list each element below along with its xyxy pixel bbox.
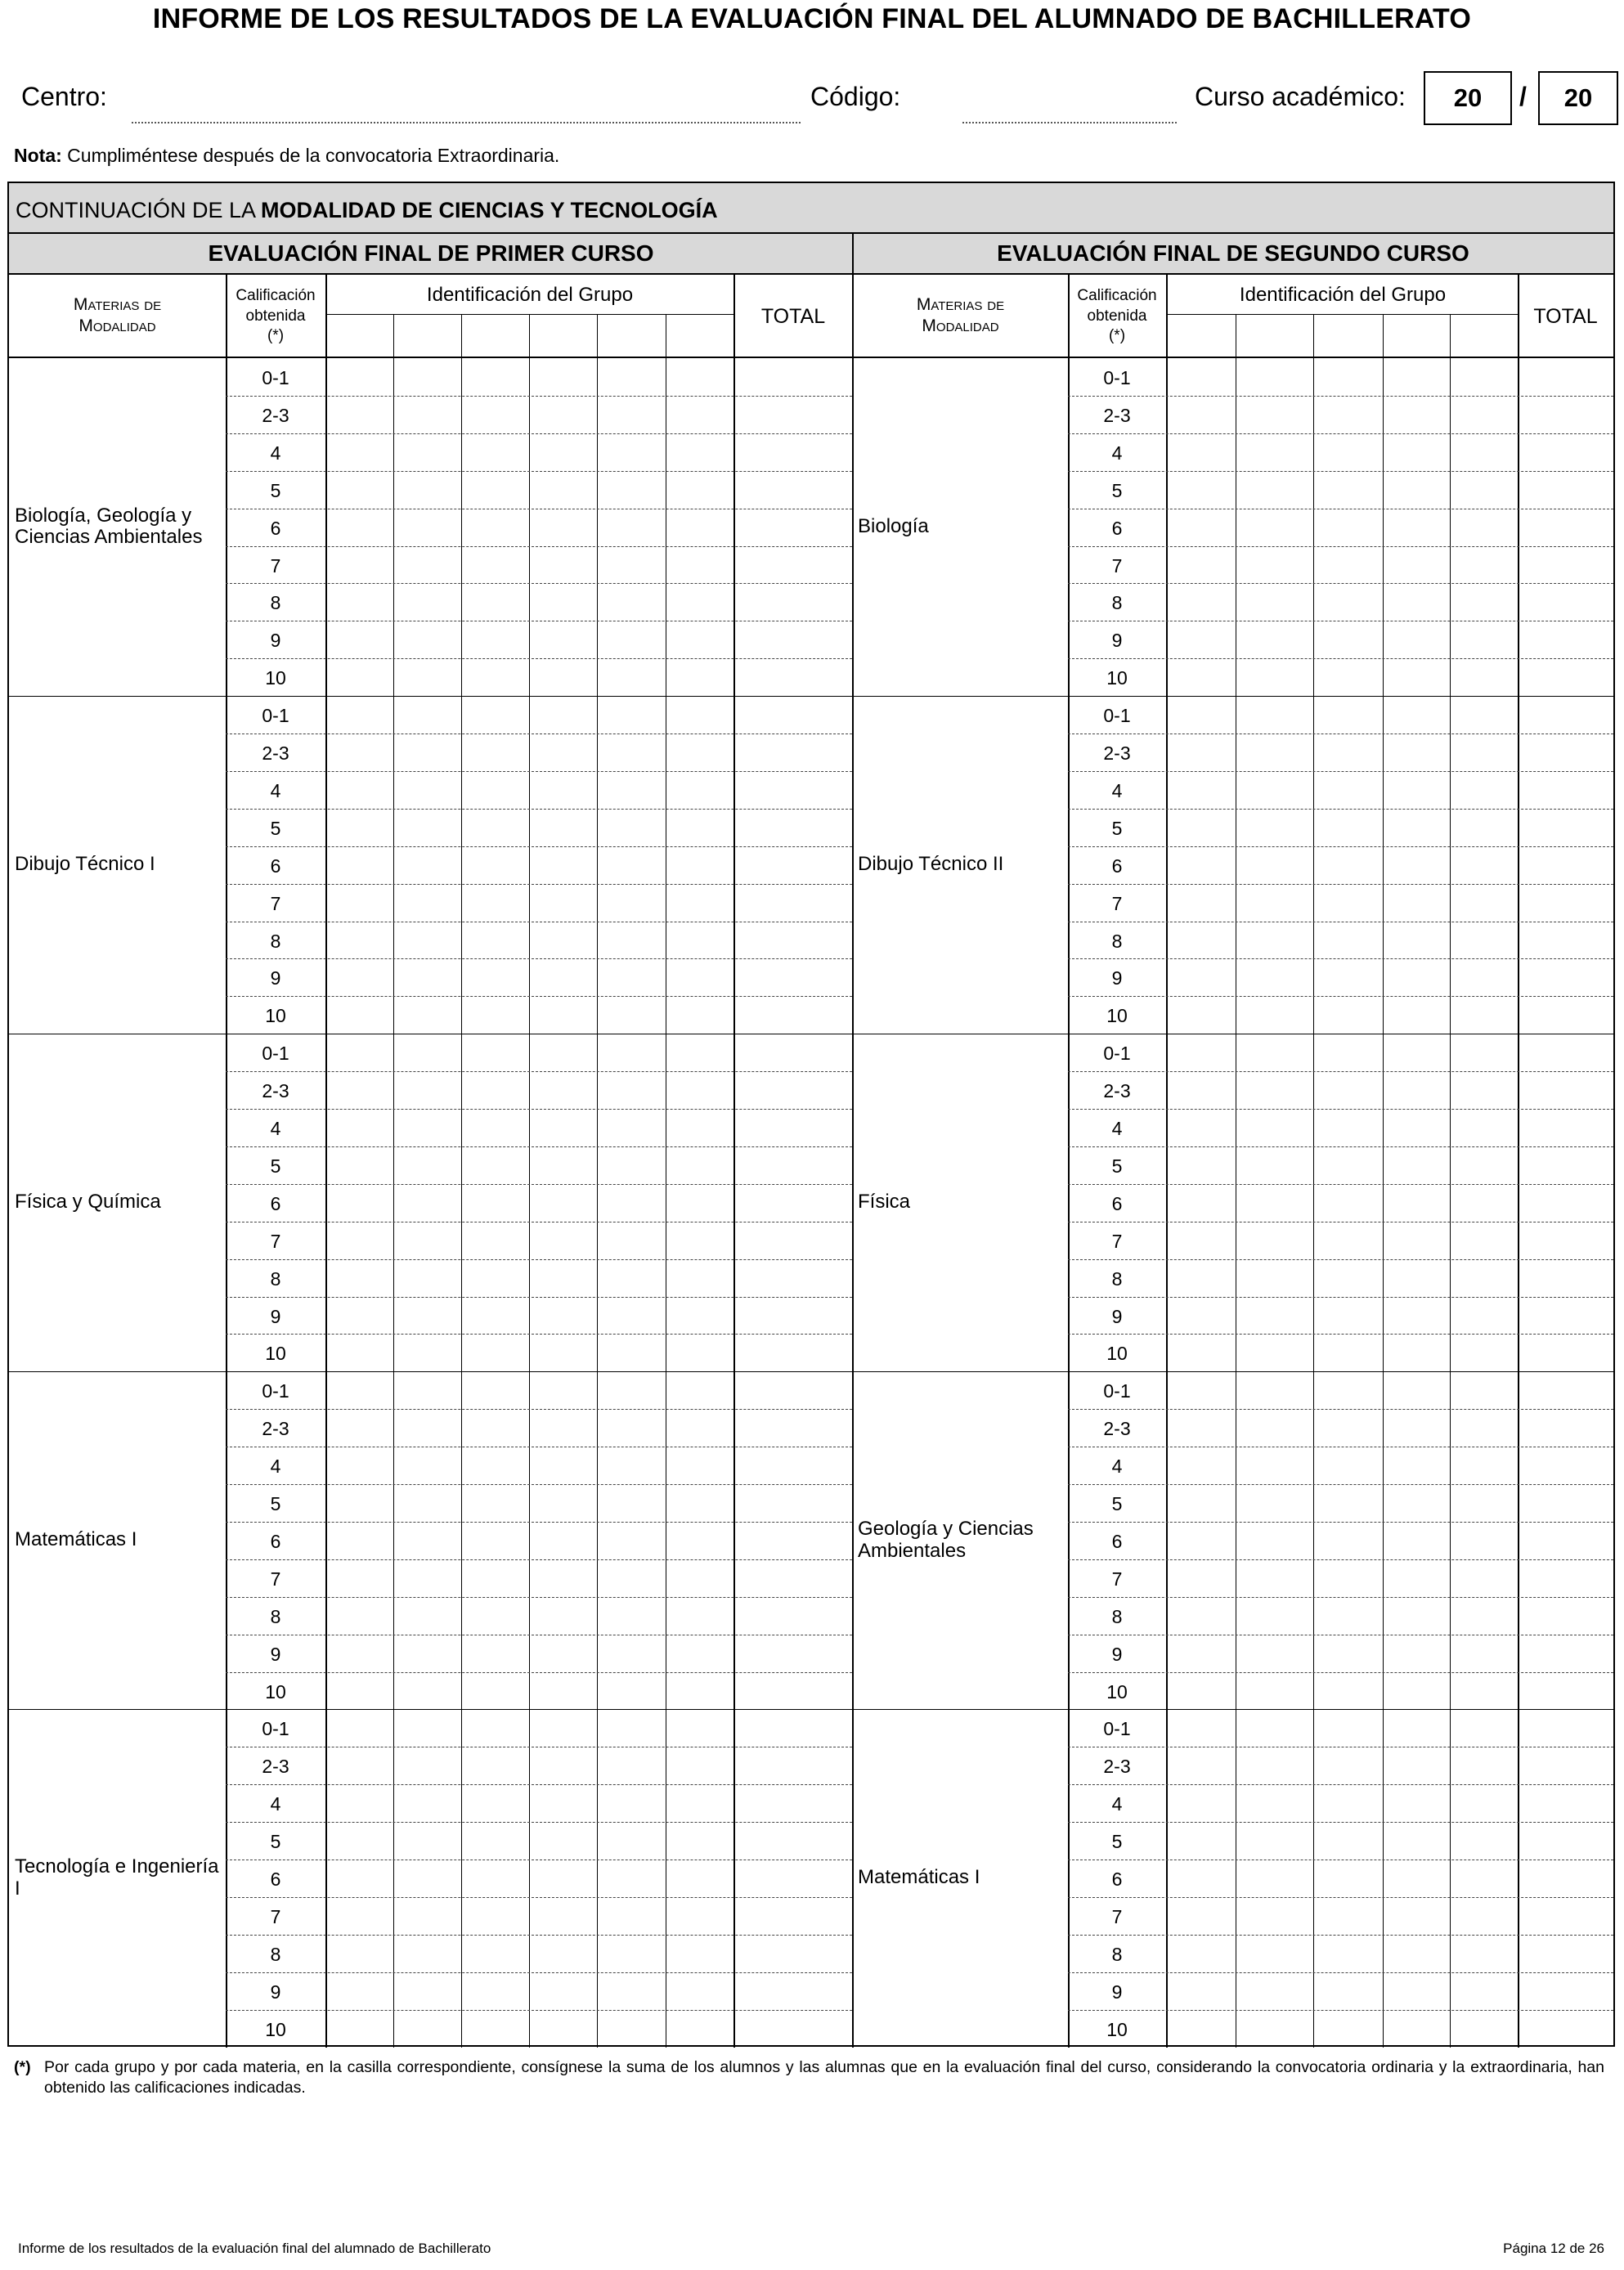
- score-label: 10: [1106, 1343, 1128, 1365]
- second-group-divider: [1313, 314, 1314, 2048]
- row-divider: [226, 583, 852, 584]
- score-label: 9: [1111, 967, 1123, 989]
- calif-line1: Calificación: [236, 287, 316, 304]
- year-start-field[interactable]: 20: [1424, 71, 1512, 125]
- row-divider: [1068, 733, 1613, 734]
- header-bottom-line: [9, 357, 1613, 358]
- row-divider: [1068, 809, 1613, 810]
- second-course-subject: Geología y Ciencias Ambientales: [858, 1517, 1034, 1562]
- score-label: 4: [270, 442, 281, 464]
- row-divider: [1068, 658, 1613, 659]
- row-divider: [226, 1334, 852, 1335]
- row-divider: [1068, 1484, 1613, 1485]
- score-label: 0-1: [262, 367, 289, 388]
- row-divider: [1068, 546, 1613, 547]
- score-label: 4: [1111, 1456, 1123, 1478]
- score-label: 6: [1111, 1530, 1123, 1552]
- row-divider: [1068, 1334, 1613, 1335]
- row-divider: [226, 1972, 852, 1973]
- score-label: 0-1: [1103, 1043, 1131, 1065]
- center-divider: [852, 275, 854, 2048]
- ident-subline: [1166, 314, 1518, 315]
- identificacion-grupo-header-2: Identificación del Grupo: [1239, 284, 1447, 306]
- year-separator: /: [1519, 82, 1527, 111]
- score-label: 6: [1111, 1192, 1123, 1214]
- second-course-heading: EVALUACIÓN FINAL DE SEGUNDO CURSO: [853, 234, 1613, 275]
- row-divider: [1068, 1972, 1613, 1973]
- row-divider: [226, 1597, 852, 1598]
- score-label: 8: [1111, 1267, 1123, 1290]
- score-label: 0-1: [262, 1380, 289, 1402]
- score-label: 10: [265, 1343, 286, 1365]
- first-total-col-line: [733, 275, 735, 2048]
- score-label: 2-3: [1103, 1756, 1131, 1778]
- row-divider: [226, 2010, 852, 2011]
- score-label: 9: [270, 630, 281, 652]
- row-divider: [226, 1071, 852, 1072]
- second-group-divider: [1518, 275, 1519, 2048]
- score-label: 7: [270, 1230, 281, 1252]
- row-divider: [1068, 771, 1613, 772]
- score-label: 4: [1111, 442, 1123, 464]
- modalidad-band: [9, 183, 1613, 234]
- score-label: 5: [270, 479, 281, 501]
- second-group-divider: [1450, 314, 1451, 2048]
- row-divider: [226, 1146, 852, 1147]
- results-table: [7, 182, 1615, 2047]
- second-course-subject: Física: [858, 1190, 911, 1213]
- score-label: 10: [1106, 1005, 1128, 1027]
- row-divider: [1068, 1259, 1613, 1260]
- row-divider: [226, 884, 852, 885]
- score-label: 2-3: [1103, 1080, 1131, 1102]
- score-label: 6: [1111, 1868, 1123, 1890]
- score-label: 7: [1111, 554, 1123, 576]
- row-divider: [226, 546, 852, 547]
- score-label: 4: [270, 779, 281, 801]
- total-header-2: TOTAL: [1533, 305, 1598, 328]
- score-label: 9: [270, 1981, 281, 2003]
- score-label: 10: [1106, 1680, 1128, 1702]
- score-label: 0-1: [1103, 1380, 1131, 1402]
- score-label: 5: [1111, 1155, 1123, 1177]
- row-divider: [1068, 1597, 1613, 1598]
- row-divider: [1068, 1109, 1613, 1110]
- subject-block-divider: [9, 696, 1613, 697]
- centro-label: Centro:: [21, 82, 107, 111]
- score-label: 9: [1111, 1981, 1123, 2003]
- row-divider: [1068, 996, 1613, 997]
- row-divider: [226, 433, 852, 434]
- score-label: 2-3: [262, 1756, 289, 1778]
- score-label: 7: [1111, 1905, 1123, 1927]
- footnote-marker: (*): [14, 2058, 31, 2076]
- row-divider: [1068, 884, 1613, 885]
- score-label: 4: [1111, 1118, 1123, 1139]
- first-course-subject: Dibujo Técnico I: [15, 852, 155, 875]
- row-divider: [1068, 1672, 1613, 1673]
- calif-line3: (*): [1108, 327, 1126, 345]
- score-label: 6: [1111, 855, 1123, 877]
- score-label: 7: [270, 1905, 281, 1927]
- row-divider: [226, 809, 852, 810]
- calificacion-header-2: [1068, 286, 1166, 347]
- score-label: 10: [265, 667, 286, 689]
- row-divider: [226, 1822, 852, 1823]
- calif-line1: Calificación: [1077, 287, 1157, 304]
- score-label: 2-3: [262, 404, 289, 426]
- nota: [14, 145, 559, 167]
- first-course-subject: Matemáticas I: [15, 1528, 137, 1550]
- first-group-divider: [529, 314, 530, 2048]
- score-label: 5: [270, 1831, 281, 1853]
- row-divider: [226, 771, 852, 772]
- first-course-subject: Tecnología e Ingeniería I: [15, 1855, 219, 1900]
- materias-header-1: [9, 294, 226, 338]
- score-label: 7: [270, 892, 281, 914]
- score-label: 9: [270, 1643, 281, 1665]
- row-divider: [1068, 396, 1613, 397]
- row-divider: [226, 1184, 852, 1185]
- score-label: 0-1: [262, 705, 289, 727]
- row-divider: [1068, 1409, 1613, 1410]
- row-divider: [226, 846, 852, 847]
- band-prefix: CONTINUACIÓN DE LA: [16, 198, 262, 222]
- subject-block-divider: [9, 1371, 1613, 1372]
- row-divider: [1068, 471, 1613, 472]
- subject-block-divider: [9, 1709, 1613, 1710]
- first-course-subject: Biología, Geología y Ciencias Ambientales: [15, 504, 203, 549]
- row-divider: [1068, 1822, 1613, 1823]
- row-divider: [1068, 1184, 1613, 1185]
- score-label: 6: [270, 855, 281, 877]
- row-divider: [226, 1259, 852, 1260]
- row-divider: [226, 1522, 852, 1523]
- score-label: 10: [1106, 2018, 1128, 2040]
- row-divider: [226, 396, 852, 397]
- score-label: 4: [270, 1793, 281, 1815]
- materias-header-2: [853, 294, 1068, 338]
- section-divider: [852, 234, 854, 275]
- nota-label: Nota:: [14, 145, 62, 166]
- score-label: 0-1: [262, 1718, 289, 1740]
- row-divider: [226, 1672, 852, 1673]
- score-label: 5: [1111, 1493, 1123, 1514]
- score-label: 7: [1111, 892, 1123, 914]
- score-label: 10: [265, 1005, 286, 1027]
- footnote-text: Por cada grupo y por cada materia, en la casilla correspondiente, consígnese la suma de los alumnos y las alumnas que en la evaluación final del curso, considerando la convocatoria ordinaria y la extraordinaria, han obtenido las calificaciones indicadas.: [44, 2058, 1604, 2097]
- year-end-field[interactable]: 20: [1538, 71, 1618, 125]
- row-divider: [226, 1784, 852, 1785]
- row-divider: [1068, 2010, 1613, 2011]
- row-divider: [1068, 583, 1613, 584]
- row-divider: [1068, 1146, 1613, 1147]
- score-label: 4: [270, 1456, 281, 1478]
- total-header-1: TOTAL: [760, 305, 826, 328]
- score-label: 8: [1111, 592, 1123, 614]
- footnote: [14, 2057, 1604, 2098]
- score-label: 0-1: [1103, 367, 1131, 388]
- calif-line3: (*): [267, 327, 285, 345]
- first-course-heading: EVALUACIÓN FINAL DE PRIMER CURSO: [9, 234, 853, 275]
- row-divider: [226, 733, 852, 734]
- score-label: 8: [270, 1267, 281, 1290]
- first-course-subject: Física y Química: [15, 1190, 161, 1213]
- score-label: 7: [1111, 1568, 1123, 1590]
- row-divider: [1068, 1935, 1613, 1936]
- score-label: 6: [270, 1192, 281, 1214]
- score-label: 8: [270, 592, 281, 614]
- row-divider: [1068, 1559, 1613, 1560]
- score-label: 8: [270, 1605, 281, 1627]
- score-label: 0-1: [1103, 705, 1131, 727]
- row-divider: [1068, 846, 1613, 847]
- score-label: 9: [1111, 630, 1123, 652]
- score-label: 9: [1111, 1305, 1123, 1327]
- score-label: 6: [270, 1530, 281, 1552]
- calif-line2: obtenida: [1087, 307, 1147, 325]
- score-label: 4: [1111, 1793, 1123, 1815]
- score-label: 0-1: [1103, 1718, 1131, 1740]
- score-label: 10: [265, 1680, 286, 1702]
- codigo-label: Código:: [810, 82, 901, 111]
- score-label: 5: [270, 1155, 281, 1177]
- score-label: 5: [270, 817, 281, 839]
- row-divider: [226, 1297, 852, 1298]
- row-divider: [1068, 1522, 1613, 1523]
- score-label: 9: [270, 1305, 281, 1327]
- score-label: 2-3: [1103, 1418, 1131, 1440]
- score-label: 6: [1111, 517, 1123, 539]
- row-divider: [1068, 1297, 1613, 1298]
- score-label: 4: [270, 1118, 281, 1139]
- score-label: 9: [1111, 1643, 1123, 1665]
- score-label: 5: [1111, 479, 1123, 501]
- score-label: 2-3: [262, 1080, 289, 1102]
- score-label: 5: [270, 1493, 281, 1514]
- row-divider: [1068, 1071, 1613, 1072]
- second-course-subject: Dibujo Técnico II: [858, 852, 1004, 875]
- row-divider: [226, 958, 852, 959]
- row-divider: [1068, 1784, 1613, 1785]
- row-divider: [1068, 1897, 1613, 1898]
- score-label: 10: [265, 2018, 286, 2040]
- first-group-divider: [393, 314, 394, 2048]
- score-label: 10: [1106, 667, 1128, 689]
- row-divider: [1068, 958, 1613, 959]
- second-group-col-line: [1166, 275, 1168, 2048]
- curso-academico-label: Curso académico:: [1195, 82, 1406, 111]
- materias-header-line1: Materias de: [73, 295, 162, 314]
- score-label: 2-3: [262, 1418, 289, 1440]
- band-bold: MODALIDAD DE CIENCIAS Y TECNOLOGÍA: [261, 198, 718, 222]
- report-title: INFORME DE LOS RESULTADOS DE LA EVALUACIÓN FINAL DEL ALUMNADO DE BACHILLERATO: [152, 3, 1472, 34]
- score-label: 8: [1111, 1605, 1123, 1627]
- score-label: 8: [1111, 1943, 1123, 1965]
- codigo-field[interactable]: [962, 122, 1177, 123]
- row-divider: [226, 471, 852, 472]
- row-divider: [1068, 433, 1613, 434]
- score-label: 8: [270, 1943, 281, 1965]
- centro-field[interactable]: [132, 122, 801, 123]
- score-label: 8: [270, 930, 281, 952]
- score-label: 0-1: [262, 1043, 289, 1065]
- score-label: 7: [270, 1568, 281, 1590]
- row-divider: [226, 658, 852, 659]
- first-group-col-line: [325, 275, 327, 2048]
- materias-header-line2: Modalidad: [79, 316, 156, 336]
- first-group-divider: [461, 314, 462, 2048]
- row-divider: [226, 1484, 852, 1485]
- score-label: 5: [1111, 817, 1123, 839]
- score-label: 2-3: [1103, 404, 1131, 426]
- row-divider: [226, 996, 852, 997]
- first-group-divider: [597, 314, 598, 2048]
- score-label: 7: [270, 554, 281, 576]
- row-divider: [226, 1559, 852, 1560]
- score-label: 4: [1111, 779, 1123, 801]
- page-footer-title: Informe de los resultados de la evaluación final del alumnado de Bachillerato: [18, 2241, 491, 2256]
- score-label: 2-3: [1103, 742, 1131, 764]
- calificacion-header-1: [226, 286, 325, 347]
- score-label: 6: [270, 1868, 281, 1890]
- score-label: 6: [270, 517, 281, 539]
- score-label: 9: [270, 967, 281, 989]
- score-label: 7: [1111, 1230, 1123, 1252]
- page-number: Página 12 de 26: [1503, 2241, 1604, 2256]
- second-course-subject: Matemáticas I: [858, 1865, 980, 1888]
- score-label: 8: [1111, 930, 1123, 952]
- materias-header-line2: Modalidad: [922, 316, 999, 336]
- row-divider: [226, 1409, 852, 1410]
- row-divider: [226, 1897, 852, 1898]
- identificacion-grupo-header-1: Identificación del Grupo: [426, 284, 634, 306]
- score-label: 2-3: [262, 742, 289, 764]
- score-label: 5: [1111, 1831, 1123, 1853]
- row-divider: [226, 1109, 852, 1110]
- materias-header-line1: Materias de: [916, 295, 1005, 314]
- second-course-subject: Biología: [858, 514, 929, 537]
- calif-line2: obtenida: [245, 307, 306, 325]
- nota-text: Cumpliméntese después de la convocatoria Extraordinaria.: [61, 145, 560, 166]
- row-divider: [226, 1935, 852, 1936]
- second-group-divider: [1383, 314, 1384, 2048]
